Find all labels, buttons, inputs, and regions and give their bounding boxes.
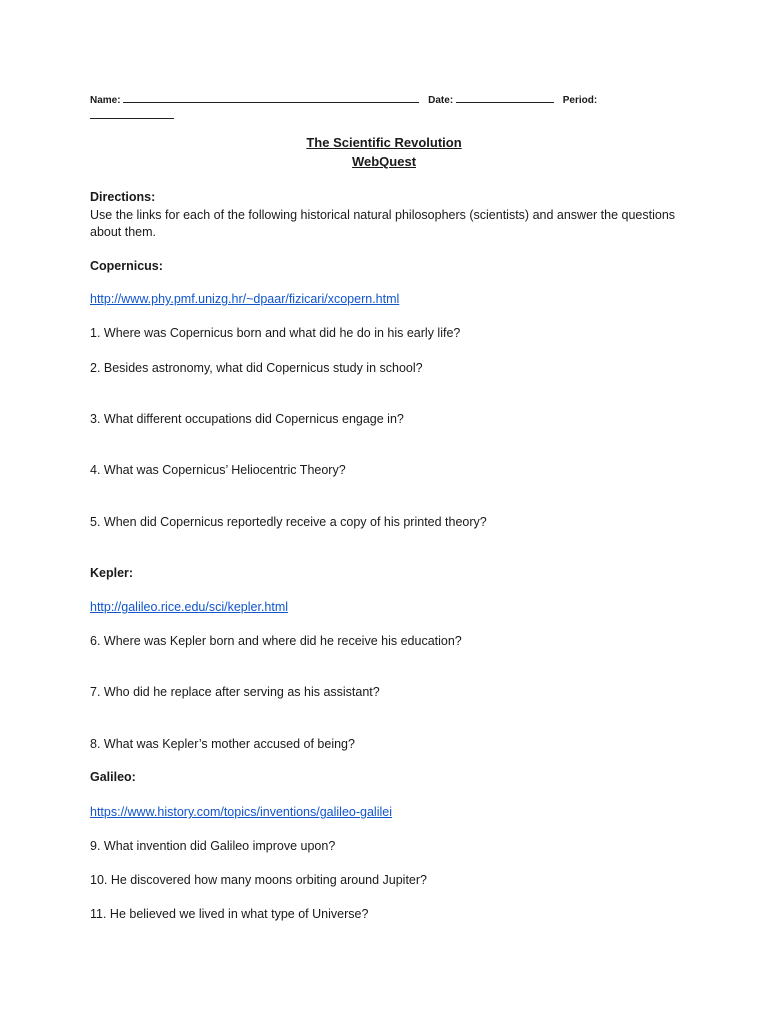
date-blank[interactable] [456, 93, 554, 103]
title-line-1: The Scientific Revolution [306, 135, 462, 150]
period-blank[interactable] [90, 109, 174, 119]
directions-text-line-2: about them. [90, 225, 157, 239]
question-10: 10. He discovered how many moons orbiting around Jupiter? [90, 873, 427, 887]
name-label: Name: [90, 95, 121, 106]
header-fields [90, 93, 597, 106]
section-heading-copernicus: Copernicus: [90, 259, 163, 273]
question-7: 7. Who did he replace after serving as his assistant? [90, 685, 380, 699]
question-5: 5. When did Copernicus reportedly receive a copy of his printed theory? [90, 515, 487, 529]
link-galileo[interactable]: https://www.history.com/topics/inventions/galileo-galilei [90, 805, 392, 819]
question-6: 6. Where was Kepler born and where did he receive his education? [90, 634, 462, 648]
directions-heading: Directions: [90, 190, 156, 204]
question-3: 3. What different occupations did Copernicus engage in? [90, 412, 404, 426]
question-1: 1. Where was Copernicus born and what did he do in his early life? [90, 326, 461, 340]
period-blank-wrap [90, 106, 174, 124]
directions-text-line-1: Use the links for each of the following historical natural philosophers (scientists) and answer the questions [90, 208, 676, 222]
title-line-2: WebQuest [351, 154, 417, 169]
section-heading-galileo: Galileo: [90, 770, 136, 784]
link-kepler[interactable]: http://galileo.rice.edu/sci/kepler.html [90, 600, 289, 614]
section-heading-kepler: Kepler: [90, 566, 134, 580]
link-copernicus[interactable]: http://www.phy.pmf.unizg.hr/~dpaar/fizicari/xcopern.html [90, 292, 400, 306]
question-4: 4. What was Copernicus’ Heliocentric Theory? [90, 463, 346, 477]
question-9: 9. What invention did Galileo improve upon? [90, 839, 336, 853]
name-blank[interactable] [123, 93, 419, 103]
date-label: Date: [428, 95, 454, 106]
question-2: 2. Besides astronomy, what did Copernicus study in school? [90, 361, 423, 375]
question-11: 11. He believed we lived in what type of Universe? [90, 907, 369, 921]
question-8: 8. What was Kepler’s mother accused of being? [90, 737, 355, 751]
period-label: Period: [562, 95, 598, 106]
